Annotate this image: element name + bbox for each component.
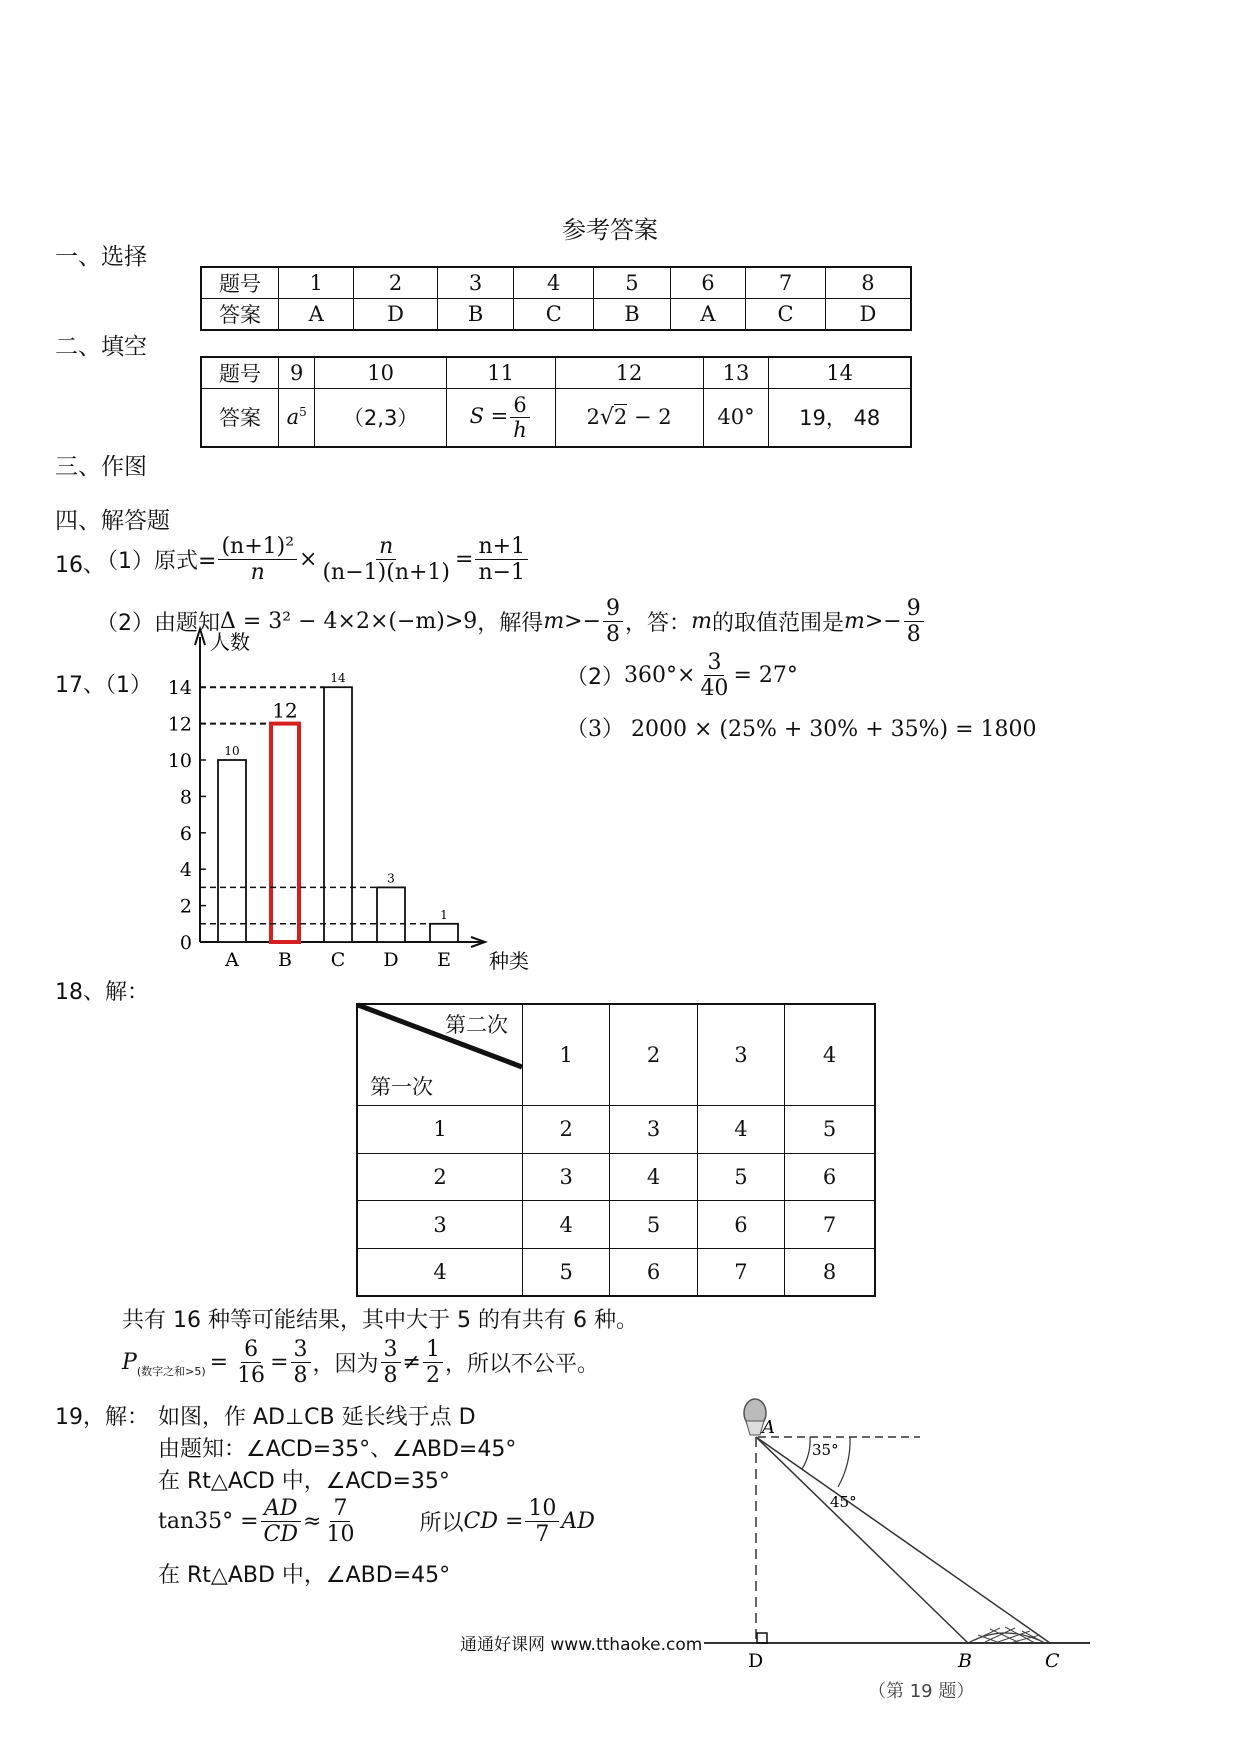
tail: − 2 xyxy=(633,404,672,429)
q-number: 14 xyxy=(769,357,911,389)
sum-cell: 7 xyxy=(785,1201,875,1249)
bar xyxy=(430,924,458,942)
label-B: B xyxy=(958,1650,972,1672)
answer-9-base: a xyxy=(286,405,300,430)
answer-11 xyxy=(446,389,555,447)
sum-cell: 4 xyxy=(697,1106,784,1154)
frac-num: n xyxy=(379,534,394,559)
frac-den: 8 xyxy=(293,1363,308,1389)
sum-cell: 6 xyxy=(697,1201,784,1249)
line-AB xyxy=(756,1437,968,1643)
y-tick-label: 6 xyxy=(179,822,192,845)
sum-cell: 5 xyxy=(523,1248,610,1296)
prob-subscript: (数字之和>5) xyxy=(136,1364,206,1378)
x-tick-label: C xyxy=(330,949,346,971)
frac-den: (n−1)(n+1) xyxy=(322,560,450,586)
answer-cell: C xyxy=(514,299,594,331)
col-head: 2 xyxy=(610,1004,697,1106)
conclusion-text: ，所以不公平。 xyxy=(444,1352,599,1378)
q19-line3: 在 Rt△ACD 中，∠ACD=35° xyxy=(158,1469,450,1494)
q16-solve-text: ，解得 xyxy=(477,611,544,637)
tan-lhs: tan35° = xyxy=(158,1509,259,1535)
sum-cell: 3 xyxy=(610,1106,697,1154)
equals-sign: = xyxy=(455,547,474,573)
angle-label-45: 45° xyxy=(830,1493,857,1511)
not-equal-sign: ≠ xyxy=(402,1350,421,1376)
frac-den: n−1 xyxy=(478,560,526,586)
header-label: 题号 xyxy=(201,357,279,389)
choice-answer-table xyxy=(200,266,912,331)
corner-cell xyxy=(357,1004,523,1106)
q18-probability xyxy=(122,1337,599,1389)
bar-chart xyxy=(150,630,529,990)
section-choice: 一、选择 xyxy=(55,244,147,270)
sum-cell: 6 xyxy=(610,1248,697,1296)
x-tick-label: D xyxy=(383,949,399,971)
line-AC xyxy=(756,1437,1050,1643)
row-head: 4 xyxy=(357,1248,523,1296)
q16-label: 16、 xyxy=(55,553,105,578)
header-label: 题号 xyxy=(201,267,279,299)
col-head: 1 xyxy=(523,1004,610,1106)
q18-outcomes-text: 共有 16 种等可能结果，其中大于 5 的有共有 6 种。 xyxy=(122,1308,638,1333)
sum-cell: 4 xyxy=(523,1201,610,1249)
angle-label-35: 35° xyxy=(812,1441,839,1459)
page-title: 参考答案 xyxy=(562,216,658,244)
answer-label: 答案 xyxy=(201,299,279,331)
answer-11-lhs: S = xyxy=(469,403,509,428)
q16-p1-prefix: （1）原式= xyxy=(96,549,217,575)
q-number: 3 xyxy=(437,267,514,299)
q19-tan-line xyxy=(158,1496,595,1548)
bar xyxy=(324,687,352,942)
y-tick-label: 0 xyxy=(179,932,192,954)
bar-value-label: 10 xyxy=(224,744,240,758)
cd-rhs: AD xyxy=(561,1509,595,1535)
radicand: 2 xyxy=(613,404,628,429)
q19-figure xyxy=(700,1395,1100,1715)
sum-cell: 3 xyxy=(523,1153,610,1201)
q16-answer-text: ，答： xyxy=(625,611,692,637)
sum-cell: 8 xyxy=(785,1248,875,1296)
answer-cell: D xyxy=(354,299,437,331)
x-axis-label: 种类 xyxy=(489,949,529,973)
section-drawing: 三、作图 xyxy=(55,454,147,480)
q17-label: 17、（1） xyxy=(55,673,152,698)
answer-9-exponent: 5 xyxy=(299,405,307,420)
y-tick-label: 2 xyxy=(179,895,192,918)
frac-den: 8 xyxy=(906,622,921,648)
y-axis-label: 人数 xyxy=(210,630,250,654)
col-head: 3 xyxy=(697,1004,784,1106)
equals-sign: = xyxy=(209,1350,229,1376)
y-tick-label: 8 xyxy=(179,786,192,809)
section-fill: 二、填空 xyxy=(55,334,147,360)
y-tick-label: 4 xyxy=(179,859,192,882)
y-tick-label: 12 xyxy=(167,713,192,736)
footer-watermark: 通通好课网 www.tthaoke.com xyxy=(460,1635,703,1655)
q16-p2-prefix: （2）由题知 xyxy=(96,611,220,637)
q17-p2-result: = 27° xyxy=(733,663,798,689)
q-number: 5 xyxy=(594,267,671,299)
frac-den: 7 xyxy=(535,1522,550,1548)
q-number: 4 xyxy=(514,267,594,299)
frac-den: 8 xyxy=(383,1363,398,1389)
figure-caption: （第 19 题） xyxy=(868,1681,975,1702)
q17-p2-prefix: （2） xyxy=(566,665,624,691)
answer-cell: A xyxy=(279,299,354,331)
x-tick-label: A xyxy=(225,949,239,971)
prob-P: P xyxy=(122,1350,137,1376)
q-number: 7 xyxy=(746,267,826,299)
answer-cell: C xyxy=(746,299,826,331)
frac-den: 40 xyxy=(700,676,729,702)
because-text: ，因为 xyxy=(312,1352,379,1378)
q16-part1 xyxy=(96,534,530,586)
bar-value-label: 14 xyxy=(330,671,346,686)
frac-num: AD xyxy=(264,1496,298,1521)
q19-label: 19，解： xyxy=(55,1405,149,1430)
bar-value-label: 1 xyxy=(440,907,448,922)
frac-num: 7 xyxy=(330,1496,350,1522)
bar-value-label: 3 xyxy=(387,871,395,886)
col-head: 4 xyxy=(785,1004,875,1106)
sum-cell: 4 xyxy=(610,1153,697,1201)
q16-discriminant: Δ = 3² − 4×2×(−m)>9 xyxy=(220,609,478,635)
frac-den: 8 xyxy=(606,622,621,648)
q-number: 11 xyxy=(446,357,555,389)
answer-10: （2,3） xyxy=(315,389,446,447)
section-solutions: 四、解答题 xyxy=(55,508,170,534)
label-A: A xyxy=(762,1417,775,1438)
sum-cell: 5 xyxy=(697,1153,784,1201)
q19-line1: 如图，作 AD⊥CB 延长线于点 D xyxy=(158,1405,476,1430)
x-tick-label: B xyxy=(278,949,292,971)
q-number: 9 xyxy=(279,357,315,389)
hatch-lines xyxy=(975,1627,1045,1643)
frac-den: n xyxy=(250,560,265,586)
answer-9 xyxy=(279,389,315,447)
frac-num: 9 xyxy=(904,596,924,622)
label-C: C xyxy=(1045,1650,1060,1672)
coef: 2 xyxy=(586,404,600,429)
corner-top-label: 第二次 xyxy=(445,1013,508,1037)
frac-num: 3 xyxy=(381,1337,401,1363)
answer-12: 2√2 − 2 xyxy=(555,389,703,447)
times-sign: × xyxy=(299,547,318,573)
bar-value-label: 12 xyxy=(272,698,298,723)
answer-cell: D xyxy=(825,299,911,331)
angle-arc-35 xyxy=(802,1437,810,1469)
approx-sign: ≈ xyxy=(303,1509,322,1535)
q19-line5: 在 Rt△ABD 中，∠ABD=45° xyxy=(158,1563,451,1588)
label-D: D xyxy=(748,1650,764,1672)
q18-label: 18、解： xyxy=(55,980,149,1005)
frac-den: 2 xyxy=(425,1363,440,1389)
bar xyxy=(377,887,405,942)
frac-den: 16 xyxy=(237,1363,266,1389)
q-number: 6 xyxy=(670,267,745,299)
bar xyxy=(218,760,246,942)
q-number: 10 xyxy=(315,357,446,389)
q16-ineq: m>− xyxy=(543,609,602,635)
sum-cell: 6 xyxy=(785,1153,875,1201)
q17-part3: （3） 2000 × (25% + 30% + 35%) = 1800 xyxy=(566,717,1037,742)
bar xyxy=(271,724,299,942)
frac-num: n+1 xyxy=(475,534,528,560)
q-number: 2 xyxy=(354,267,437,299)
x-tick-label: E xyxy=(437,949,451,971)
sum-cell: 7 xyxy=(697,1248,784,1296)
cd-lhs: CD = xyxy=(463,1509,524,1535)
q17-p2-expr: 360°× xyxy=(624,663,696,689)
row-head: 1 xyxy=(357,1106,523,1154)
row-head: 2 xyxy=(357,1153,523,1201)
frac-num: 9 xyxy=(603,596,623,622)
frac-num: 6 xyxy=(241,1337,261,1363)
answer-cell: B xyxy=(594,299,671,331)
q17-part2 xyxy=(566,650,798,702)
q16-m: m xyxy=(691,609,712,635)
q16-ineq2: m>− xyxy=(843,609,902,635)
angle-arc-45 xyxy=(838,1437,850,1487)
equals-sign: = xyxy=(270,1350,289,1376)
right-angle-mark xyxy=(757,1633,767,1643)
frac-num: 3 xyxy=(291,1337,311,1363)
answer-cell: A xyxy=(670,299,745,331)
sum-cell: 5 xyxy=(610,1201,697,1249)
q19-line2: 由题知：∠ACD=35°、∠ABD=45° xyxy=(158,1437,517,1462)
corner-bottom-label: 第一次 xyxy=(370,1075,433,1100)
fill-answer-table xyxy=(200,356,912,448)
q-number: 12 xyxy=(555,357,703,389)
q18-sum-table xyxy=(356,1003,876,1297)
frac-num: 3 xyxy=(704,650,724,676)
sum-cell: 2 xyxy=(523,1106,610,1154)
y-tick-label: 10 xyxy=(167,750,192,772)
q-number: 1 xyxy=(279,267,354,299)
sum-cell: 5 xyxy=(785,1106,875,1154)
answer-14: 19， 48 xyxy=(769,389,911,447)
q16-range-text: 的取值范围是 xyxy=(711,611,844,637)
y-tick-label: 14 xyxy=(167,677,192,700)
frac-den: h xyxy=(513,417,527,442)
q-number: 13 xyxy=(703,357,769,389)
frac-den: 10 xyxy=(326,1522,355,1548)
answer-13: 40° xyxy=(703,389,769,447)
frac-den: CD xyxy=(263,1522,299,1548)
frac-num: 1 xyxy=(423,1337,443,1363)
row-head: 3 xyxy=(357,1201,523,1249)
answer-cell: B xyxy=(437,299,514,331)
answer-label: 答案 xyxy=(201,389,279,447)
q-number: 8 xyxy=(825,267,911,299)
frac-num: (n+1)² xyxy=(218,534,297,560)
so-text: 所以 xyxy=(419,1511,464,1537)
frac-num: 6 xyxy=(510,393,529,418)
frac-num: 10 xyxy=(525,1496,559,1522)
